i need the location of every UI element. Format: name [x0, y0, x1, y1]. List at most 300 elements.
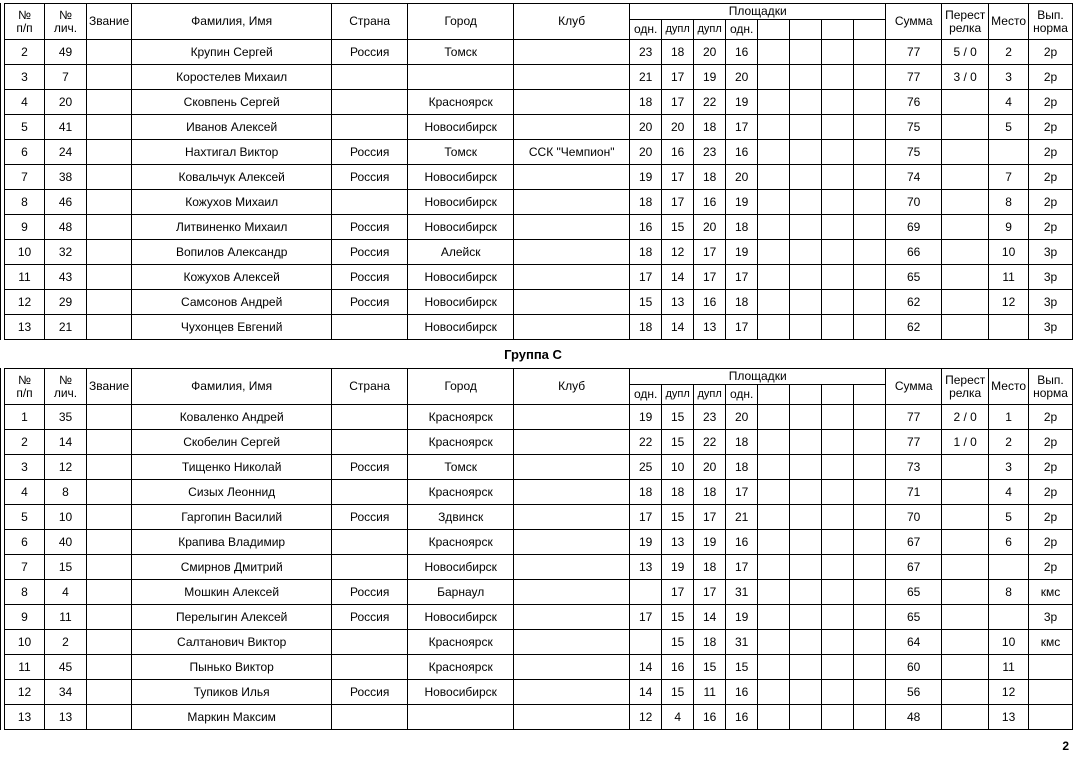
- cell-score: [822, 315, 854, 340]
- col-header-perestrelka: [942, 4, 989, 40]
- cell-city: Барнаул: [408, 580, 514, 605]
- col-header-num-pp-line: п/п: [16, 385, 33, 400]
- cell-norma: 2р: [1029, 140, 1073, 165]
- cell-mesto: 12: [989, 680, 1029, 705]
- cell-country: Россия: [332, 265, 408, 290]
- cell-score: [822, 240, 854, 265]
- cell-score: 16: [726, 530, 758, 555]
- cell-club: [514, 480, 630, 505]
- cell-score: [854, 240, 886, 265]
- cell-score: [790, 505, 822, 530]
- col-header-num-pp: [5, 4, 45, 40]
- cell-score: [790, 580, 822, 605]
- cell-score: 17: [630, 505, 662, 530]
- cell-score: 17: [694, 505, 726, 530]
- cell-mesto: 1: [989, 405, 1029, 430]
- cell-score: 23: [630, 40, 662, 65]
- cell-lich: 35: [45, 405, 87, 430]
- table-row: [5, 315, 1073, 340]
- table-row: [5, 165, 1073, 190]
- cell-country: Россия: [332, 680, 408, 705]
- cell-pp: 3: [5, 455, 45, 480]
- cell-club: [514, 655, 630, 680]
- cell-score: 15: [662, 215, 694, 240]
- cell-score: [758, 315, 790, 340]
- cell-score: [854, 90, 886, 115]
- cell-pp: 12: [5, 290, 45, 315]
- cell-mesto: 12: [989, 290, 1029, 315]
- cell-pp: 7: [5, 555, 45, 580]
- col-header-familiya: Фамилия, Имя: [132, 4, 332, 40]
- cell-pp: 3: [5, 65, 45, 90]
- cell-score: 19: [726, 605, 758, 630]
- cell-score: [854, 505, 886, 530]
- col-subheader-empty: [822, 385, 854, 405]
- cell-score: 13: [662, 290, 694, 315]
- cell-score: 15: [662, 405, 694, 430]
- cell-score: [822, 705, 854, 730]
- col-header-summa: Сумма: [886, 369, 942, 405]
- cell-club: [514, 215, 630, 240]
- cell-score: 10: [662, 455, 694, 480]
- cell-score: [758, 115, 790, 140]
- cell-norma: 3р: [1029, 290, 1073, 315]
- cell-score: 18: [694, 555, 726, 580]
- cell-score: 16: [694, 705, 726, 730]
- cell-country: Россия: [332, 40, 408, 65]
- cell-norma: 2р: [1029, 90, 1073, 115]
- cell-name: Перелыгин Алексей: [132, 605, 332, 630]
- cell-score: 14: [630, 680, 662, 705]
- col-header-klub: Клуб: [514, 4, 630, 40]
- cell-club: [514, 680, 630, 705]
- cell-score: 12: [630, 705, 662, 730]
- cell-lich: 49: [45, 40, 87, 65]
- cell-score: [790, 405, 822, 430]
- cell-score: 20: [726, 165, 758, 190]
- col-header-mesto: Место: [989, 369, 1029, 405]
- cell-score: [854, 405, 886, 430]
- col-header-perestrelka-line: релка: [949, 385, 982, 400]
- cell-club: [514, 190, 630, 215]
- cell-zvanie: [87, 40, 132, 65]
- cell-perestrelka: [942, 630, 989, 655]
- table-row: [5, 705, 1073, 730]
- cell-pp: 13: [5, 315, 45, 340]
- cell-summa: 65: [886, 605, 942, 630]
- cell-city: Новосибирск: [408, 265, 514, 290]
- cell-score: 20: [694, 40, 726, 65]
- cell-perestrelka: [942, 455, 989, 480]
- col-subheader-odn: одн.: [726, 20, 758, 40]
- cell-name: Салтанович Виктор: [132, 630, 332, 655]
- cell-club: [514, 555, 630, 580]
- cell-summa: 75: [886, 140, 942, 165]
- col-header-num-lich-line: лич.: [53, 20, 78, 35]
- cell-country: Россия: [332, 215, 408, 240]
- cell-score: 19: [662, 555, 694, 580]
- cell-score: 18: [630, 240, 662, 265]
- cell-score: 17: [694, 265, 726, 290]
- cell-score: [822, 165, 854, 190]
- cell-mesto: 13: [989, 705, 1029, 730]
- cell-perestrelka: [942, 555, 989, 580]
- cell-country: [332, 705, 408, 730]
- cell-score: [790, 140, 822, 165]
- cell-score: 15: [662, 605, 694, 630]
- table-row: [5, 505, 1073, 530]
- cell-perestrelka: [942, 115, 989, 140]
- col-header-num-lich: [45, 4, 87, 40]
- cell-city: Красноярск: [408, 405, 514, 430]
- cell-mesto: 8: [989, 580, 1029, 605]
- cell-score: 18: [694, 165, 726, 190]
- cell-score: 16: [726, 680, 758, 705]
- cell-city: Новосибирск: [408, 290, 514, 315]
- cell-zvanie: [87, 530, 132, 555]
- cell-name: Сковпень Сергей: [132, 90, 332, 115]
- table-row: [5, 90, 1073, 115]
- cell-country: Россия: [332, 580, 408, 605]
- cell-pp: 7: [5, 165, 45, 190]
- cell-score: 20: [694, 455, 726, 480]
- cell-club: [514, 40, 630, 65]
- table-row: [5, 655, 1073, 680]
- cell-zvanie: [87, 555, 132, 580]
- cell-norma: 2р: [1029, 480, 1073, 505]
- cell-score: [822, 90, 854, 115]
- cell-norma: [1029, 705, 1073, 730]
- cell-score: [854, 140, 886, 165]
- cell-score: 13: [662, 530, 694, 555]
- cell-perestrelka: [942, 90, 989, 115]
- cell-lich: 8: [45, 480, 87, 505]
- cell-score: [790, 240, 822, 265]
- cell-country: [332, 555, 408, 580]
- cell-score: [790, 90, 822, 115]
- cell-norma: 2р: [1029, 115, 1073, 140]
- cell-score: [758, 480, 790, 505]
- table-row: [5, 455, 1073, 480]
- cell-lich: 10: [45, 505, 87, 530]
- table-row: [5, 605, 1073, 630]
- cell-city: [408, 705, 514, 730]
- cell-norma: [1029, 655, 1073, 680]
- col-subheader-odn: одн.: [630, 20, 662, 40]
- cell-score: 31: [726, 580, 758, 605]
- table-row: [5, 65, 1073, 90]
- cell-perestrelka: [942, 315, 989, 340]
- cell-lich: 2: [45, 630, 87, 655]
- cell-score: [758, 215, 790, 240]
- cell-score: 17: [726, 115, 758, 140]
- cell-score: [822, 605, 854, 630]
- cell-pp: 11: [5, 265, 45, 290]
- cell-score: [854, 580, 886, 605]
- cell-score: [630, 580, 662, 605]
- cell-lich: 46: [45, 190, 87, 215]
- table-row: [5, 630, 1073, 655]
- cell-city: Красноярск: [408, 480, 514, 505]
- table-row: [5, 265, 1073, 290]
- cell-score: [822, 655, 854, 680]
- cell-mesto: 6: [989, 530, 1029, 555]
- cell-score: [822, 480, 854, 505]
- cell-score: 18: [630, 90, 662, 115]
- cell-score: [854, 530, 886, 555]
- cell-norma: 3р: [1029, 605, 1073, 630]
- cell-perestrelka: [942, 580, 989, 605]
- cell-score: 17: [662, 65, 694, 90]
- cell-zvanie: [87, 115, 132, 140]
- cell-city: Новосибирск: [408, 680, 514, 705]
- cell-mesto: [989, 555, 1029, 580]
- table-wrap-top: [0, 3, 1073, 340]
- cell-norma: кмс: [1029, 580, 1073, 605]
- cell-score: 16: [662, 140, 694, 165]
- cell-score: [758, 555, 790, 580]
- cell-zvanie: [87, 480, 132, 505]
- cell-mesto: 3: [989, 455, 1029, 480]
- cell-lich: 21: [45, 315, 87, 340]
- page-number: 2: [1062, 739, 1069, 753]
- cell-norma: 3р: [1029, 265, 1073, 290]
- col-subheader-empty: [854, 385, 886, 405]
- cell-city: Красноярск: [408, 90, 514, 115]
- table-row: [5, 680, 1073, 705]
- col-header-vyp-norma: [1029, 4, 1073, 40]
- cell-score: [758, 530, 790, 555]
- cell-lich: 7: [45, 65, 87, 90]
- cell-score: 19: [694, 530, 726, 555]
- col-header-zvanie: Звание: [87, 369, 132, 405]
- cell-city: Новосибирск: [408, 215, 514, 240]
- cell-mesto: 2: [989, 430, 1029, 455]
- cell-summa: 77: [886, 40, 942, 65]
- cell-country: [332, 90, 408, 115]
- cell-summa: 77: [886, 430, 942, 455]
- cell-pp: 13: [5, 705, 45, 730]
- cell-perestrelka: [942, 480, 989, 505]
- cell-mesto: 5: [989, 505, 1029, 530]
- cell-mesto: 5: [989, 115, 1029, 140]
- cell-score: [758, 65, 790, 90]
- cell-score: 14: [662, 265, 694, 290]
- cell-score: [854, 555, 886, 580]
- cell-name: Пынько Виктор: [132, 655, 332, 680]
- cell-score: [790, 455, 822, 480]
- cell-score: 18: [694, 480, 726, 505]
- cell-norma: 2р: [1029, 430, 1073, 455]
- cell-mesto: 9: [989, 215, 1029, 240]
- cell-zvanie: [87, 605, 132, 630]
- cell-perestrelka: [942, 705, 989, 730]
- cell-score: [822, 530, 854, 555]
- cell-country: [332, 530, 408, 555]
- cell-score: [790, 430, 822, 455]
- col-subheader-empty: [758, 385, 790, 405]
- cell-perestrelka: [942, 165, 989, 190]
- cell-pp: 10: [5, 630, 45, 655]
- cell-score: 20: [630, 140, 662, 165]
- cell-zvanie: [87, 265, 132, 290]
- cell-score: [790, 165, 822, 190]
- cell-country: [332, 190, 408, 215]
- cell-perestrelka: [942, 530, 989, 555]
- cell-score: 17: [630, 265, 662, 290]
- cell-name: Самсонов Андрей: [132, 290, 332, 315]
- cell-club: [514, 630, 630, 655]
- cell-name: Мошкин Алексей: [132, 580, 332, 605]
- table-row: [5, 480, 1073, 505]
- cell-score: 15: [694, 655, 726, 680]
- cell-pp: 10: [5, 240, 45, 265]
- cell-score: 18: [630, 315, 662, 340]
- cell-score: [758, 240, 790, 265]
- results-table-top: [4, 3, 1073, 340]
- cell-club: [514, 315, 630, 340]
- cell-pp: 4: [5, 90, 45, 115]
- col-header-vyp-norma: [1029, 369, 1073, 405]
- cell-score: 18: [662, 480, 694, 505]
- cell-country: [332, 115, 408, 140]
- table-row: [5, 290, 1073, 315]
- cell-perestrelka: [942, 655, 989, 680]
- cell-perestrelka: [942, 265, 989, 290]
- cell-score: 22: [694, 90, 726, 115]
- cell-perestrelka: 5 / 0: [942, 40, 989, 65]
- cell-score: 20: [694, 215, 726, 240]
- cell-summa: 77: [886, 65, 942, 90]
- cell-score: 11: [694, 680, 726, 705]
- cell-score: 12: [662, 240, 694, 265]
- cell-score: 16: [694, 290, 726, 315]
- cell-name: Гаргопин Василий: [132, 505, 332, 530]
- cell-score: 18: [726, 455, 758, 480]
- cell-lich: 41: [45, 115, 87, 140]
- cell-norma: 2р: [1029, 215, 1073, 240]
- cell-mesto: 7: [989, 165, 1029, 190]
- col-subheader-odn: одн.: [726, 385, 758, 405]
- cell-name: Литвиненко Михаил: [132, 215, 332, 240]
- table-row: [5, 555, 1073, 580]
- cell-score: [854, 655, 886, 680]
- cell-score: [854, 165, 886, 190]
- cell-summa: 60: [886, 655, 942, 680]
- cell-summa: 74: [886, 165, 942, 190]
- cell-perestrelka: [942, 505, 989, 530]
- cell-zvanie: [87, 405, 132, 430]
- cell-zvanie: [87, 65, 132, 90]
- cell-score: 17: [726, 555, 758, 580]
- cell-club: [514, 290, 630, 315]
- cell-score: [822, 140, 854, 165]
- col-header-ploshchadki: Площадки: [630, 369, 886, 385]
- cell-pp: 8: [5, 190, 45, 215]
- cell-score: 16: [662, 655, 694, 680]
- cell-perestrelka: 1 / 0: [942, 430, 989, 455]
- cell-pp: 2: [5, 430, 45, 455]
- cell-country: [332, 630, 408, 655]
- cell-summa: 77: [886, 405, 942, 430]
- cell-norma: 3р: [1029, 240, 1073, 265]
- cell-lich: 32: [45, 240, 87, 265]
- cell-score: [790, 115, 822, 140]
- cell-score: [822, 40, 854, 65]
- cell-summa: 67: [886, 530, 942, 555]
- cell-lich: 38: [45, 165, 87, 190]
- cell-name: Нахтигал Виктор: [132, 140, 332, 165]
- cell-score: [630, 630, 662, 655]
- col-header-num-pp-line: №: [18, 7, 31, 22]
- col-header-vyp-norma-line: Вып.: [1037, 372, 1064, 387]
- cell-summa: 75: [886, 115, 942, 140]
- cell-score: 13: [630, 555, 662, 580]
- cell-score: 23: [694, 140, 726, 165]
- cell-city: Томск: [408, 40, 514, 65]
- cell-score: [758, 605, 790, 630]
- cell-score: [790, 315, 822, 340]
- cell-score: 16: [726, 40, 758, 65]
- cell-score: [854, 290, 886, 315]
- cell-score: [790, 680, 822, 705]
- cell-pp: 5: [5, 115, 45, 140]
- cell-city: Новосибирск: [408, 115, 514, 140]
- cell-score: [790, 190, 822, 215]
- cell-country: Россия: [332, 455, 408, 480]
- cell-name: Крупин Сергей: [132, 40, 332, 65]
- col-header-vyp-norma-line: норма: [1033, 385, 1068, 400]
- cell-score: [822, 430, 854, 455]
- cell-perestrelka: [942, 290, 989, 315]
- col-header-vyp-norma-line: норма: [1033, 20, 1068, 35]
- cell-zvanie: [87, 655, 132, 680]
- cell-summa: 71: [886, 480, 942, 505]
- cell-norma: 2р: [1029, 40, 1073, 65]
- cell-pp: 8: [5, 580, 45, 605]
- cell-score: 17: [694, 240, 726, 265]
- col-header-num-lich-line: лич.: [53, 385, 78, 400]
- cell-score: [822, 580, 854, 605]
- cell-score: 31: [726, 630, 758, 655]
- cell-summa: 62: [886, 290, 942, 315]
- cell-city: Томск: [408, 140, 514, 165]
- table-header-group-c: [5, 369, 1073, 405]
- cell-zvanie: [87, 315, 132, 340]
- cell-zvanie: [87, 190, 132, 215]
- table-row: [5, 240, 1073, 265]
- cell-score: [854, 40, 886, 65]
- cell-pp: 12: [5, 680, 45, 705]
- cell-pp: 2: [5, 40, 45, 65]
- cell-name: Тупиков Илья: [132, 680, 332, 705]
- cell-score: [790, 480, 822, 505]
- cell-score: 15: [662, 430, 694, 455]
- cell-score: 19: [630, 165, 662, 190]
- cell-score: 16: [694, 190, 726, 215]
- col-header-klub: Клуб: [514, 369, 630, 405]
- cell-score: [758, 405, 790, 430]
- cell-score: 18: [726, 215, 758, 240]
- cell-norma: 2р: [1029, 505, 1073, 530]
- cell-score: 25: [630, 455, 662, 480]
- cell-score: 17: [726, 480, 758, 505]
- col-subheader-empty: [822, 20, 854, 40]
- cell-pp: 11: [5, 655, 45, 680]
- cell-score: [822, 115, 854, 140]
- cell-score: [790, 530, 822, 555]
- cell-club: [514, 455, 630, 480]
